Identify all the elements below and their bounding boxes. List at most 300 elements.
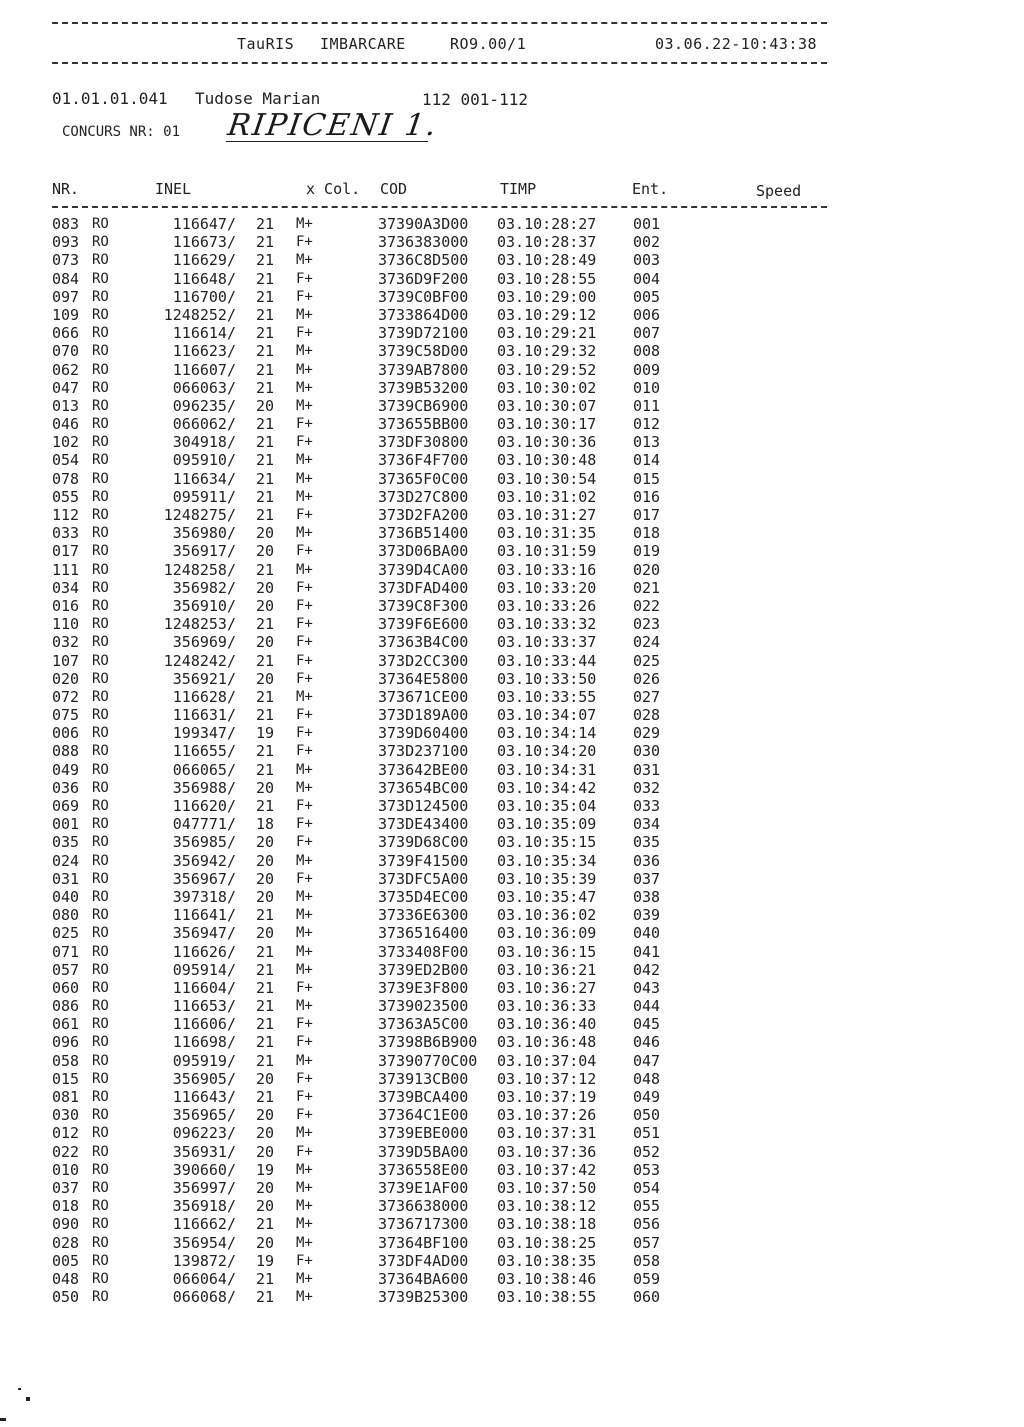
col-header-inel: INEL xyxy=(155,180,192,198)
cell-ro: RO xyxy=(92,652,109,669)
cell-nr: 031 xyxy=(52,869,80,888)
cell-ent: 035 xyxy=(633,833,661,852)
cell-col: M+ xyxy=(296,470,313,487)
cell-col: F+ xyxy=(296,652,313,669)
cell-year: 21 xyxy=(256,287,275,306)
cell-year: 20 xyxy=(256,1124,275,1143)
cell-col: F+ xyxy=(296,743,313,760)
cell-cod: 3739E1AF00 xyxy=(378,1178,469,1197)
cell-col: F+ xyxy=(296,1143,313,1160)
cell-ro: RO xyxy=(92,688,109,705)
cell-year: 21 xyxy=(256,269,275,288)
cell-inel: 304918/ xyxy=(172,433,236,452)
cell-timp: 03.10:36:21 xyxy=(497,960,597,979)
col-header-nr: NR. xyxy=(52,180,80,198)
table-row xyxy=(0,870,1024,888)
cell-ent: 030 xyxy=(633,742,661,761)
cell-cod: 373DF30800 xyxy=(378,433,469,452)
table-header-rule xyxy=(52,206,827,208)
table-row xyxy=(0,924,1024,942)
cell-inel: 116628/ xyxy=(172,687,236,706)
cell-ro: RO xyxy=(92,579,109,596)
cell-ent: 021 xyxy=(633,578,661,597)
col-header-xcol: x Col. xyxy=(306,180,361,198)
cell-inel: 356917/ xyxy=(172,542,236,561)
cell-ent: 031 xyxy=(633,760,661,779)
cell-timp: 03.10:33:32 xyxy=(497,615,597,634)
cell-cod: 3739D60400 xyxy=(378,724,469,743)
cell-timp: 03.10:35:04 xyxy=(497,797,597,815)
table-row xyxy=(0,1015,1024,1033)
cell-timp: 03.10:34:42 xyxy=(497,778,597,797)
cell-timp: 03.10:29:52 xyxy=(497,360,597,379)
cell-ent: 054 xyxy=(633,1178,661,1197)
cell-cod: 373DFC5A00 xyxy=(378,869,469,888)
cell-cod: 3739023500 xyxy=(378,997,469,1016)
cell-inel: 116626/ xyxy=(172,942,236,961)
cell-inel: 096223/ xyxy=(172,1124,236,1143)
cell-col: M+ xyxy=(296,1052,313,1069)
cell-timp: 03.10:34:20 xyxy=(497,742,597,761)
table-row xyxy=(0,597,1024,615)
cell-cod: 3739D68C00 xyxy=(378,833,469,852)
cell-ent: 028 xyxy=(633,706,661,725)
cell-nr: 084 xyxy=(52,269,80,288)
cell-ent: 012 xyxy=(633,415,661,434)
cell-ro: RO xyxy=(92,470,109,487)
cell-inel: 356954/ xyxy=(172,1233,236,1252)
cell-year: 20 xyxy=(256,596,275,615)
cell-col: F+ xyxy=(296,816,313,833)
cell-ro: RO xyxy=(92,1107,109,1124)
cell-cod: 373D2CC300 xyxy=(378,651,469,670)
cell-timp: 03.10:36:02 xyxy=(497,906,597,925)
cell-cod: 3739D72100 xyxy=(378,324,469,343)
handwritten-location: RIPICENI 1. xyxy=(225,108,441,143)
cell-inel: 066064/ xyxy=(172,1269,236,1288)
table-row xyxy=(0,1052,1024,1070)
cell-cod: 3739C8F300 xyxy=(378,596,469,615)
cell-nr: 060 xyxy=(52,978,80,997)
cell-ent: 003 xyxy=(633,251,661,270)
cell-nr: 071 xyxy=(52,942,80,961)
cell-ro: RO xyxy=(92,870,109,887)
cell-col: F+ xyxy=(296,579,313,596)
cell-timp: 03.10:34:07 xyxy=(497,706,597,725)
cell-inel: 116653/ xyxy=(172,997,236,1016)
cell-timp: 03.10:36:09 xyxy=(497,924,597,943)
cell-col: M+ xyxy=(296,1216,313,1233)
col-header-speed: Speed xyxy=(756,182,802,200)
cell-ent: 020 xyxy=(633,560,661,579)
cell-timp: 03.10:34:14 xyxy=(497,724,597,743)
cell-timp: 03.10:28:37 xyxy=(497,233,597,252)
cell-inel: 356942/ xyxy=(172,851,236,870)
cell-col: F+ xyxy=(296,325,313,342)
cell-timp: 03.10:38:46 xyxy=(497,1269,597,1288)
cell-ent: 060 xyxy=(633,1288,661,1307)
handwriting-underline xyxy=(226,141,428,142)
cell-year: 21 xyxy=(256,378,275,397)
table-row xyxy=(0,688,1024,706)
table-row xyxy=(0,270,1024,288)
table-row xyxy=(0,979,1024,997)
cell-year: 21 xyxy=(256,1051,275,1070)
cell-nr: 046 xyxy=(52,415,80,434)
cell-year: 21 xyxy=(256,251,275,270)
cell-year: 21 xyxy=(256,1015,275,1034)
cell-ro: RO xyxy=(92,306,109,323)
cell-col: F+ xyxy=(296,707,313,724)
cell-cod: 373D2FA200 xyxy=(378,506,469,524)
cell-ro: RO xyxy=(92,270,109,287)
cell-ro: RO xyxy=(92,1125,109,1142)
cell-ent: 001 xyxy=(633,215,661,233)
cell-ent: 026 xyxy=(633,669,661,688)
cell-nr: 028 xyxy=(52,1233,80,1252)
cell-nr: 033 xyxy=(52,524,80,543)
cell-cod: 3739E3F800 xyxy=(378,978,469,997)
cell-ro: RO xyxy=(92,1070,109,1087)
cell-nr: 093 xyxy=(52,233,80,252)
scan-speck xyxy=(26,1397,30,1401)
cell-year: 21 xyxy=(256,215,275,233)
cell-timp: 03.10:35:34 xyxy=(497,851,597,870)
cell-col: M+ xyxy=(296,561,313,578)
cell-ro: RO xyxy=(92,670,109,687)
cell-nr: 110 xyxy=(52,615,80,634)
cell-timp: 03.10:38:12 xyxy=(497,1197,597,1216)
cell-ent: 008 xyxy=(633,342,661,361)
cell-timp: 03.10:37:42 xyxy=(497,1160,597,1179)
cell-ro: RO xyxy=(92,1216,109,1233)
cell-ent: 011 xyxy=(633,396,661,415)
print-datetime: 03.06.22-10:43:38 xyxy=(655,35,818,53)
table-row xyxy=(0,397,1024,415)
cell-ent: 019 xyxy=(633,542,661,561)
cell-ent: 057 xyxy=(633,1233,661,1252)
program-name: TauRIS xyxy=(237,35,295,53)
cell-ent: 040 xyxy=(633,924,661,943)
cell-col: M+ xyxy=(296,488,313,505)
table-row xyxy=(0,833,1024,851)
cell-year: 19 xyxy=(256,724,275,743)
table-row xyxy=(0,906,1024,924)
cell-inel: 356980/ xyxy=(172,524,236,543)
cell-col: M+ xyxy=(296,1161,313,1178)
cell-inel: 116673/ xyxy=(172,233,236,252)
cell-cod: 3733408F00 xyxy=(378,942,469,961)
cell-timp: 03.10:30:36 xyxy=(497,433,597,452)
cell-col: F+ xyxy=(296,870,313,887)
cell-nr: 072 xyxy=(52,687,80,706)
cell-timp: 03.10:35:09 xyxy=(497,815,597,834)
cell-nr: 036 xyxy=(52,778,80,797)
cell-inel: 356931/ xyxy=(172,1142,236,1161)
cell-year: 21 xyxy=(256,233,275,252)
cell-ent: 032 xyxy=(633,778,661,797)
cell-nr: 016 xyxy=(52,596,80,615)
cell-ro: RO xyxy=(92,416,109,433)
cell-ent: 033 xyxy=(633,797,661,815)
cell-inel: 066065/ xyxy=(172,760,236,779)
cell-col: F+ xyxy=(296,670,313,687)
table-row xyxy=(0,797,1024,815)
cell-ro: RO xyxy=(92,325,109,342)
cell-timp: 03.10:29:12 xyxy=(497,305,597,324)
cell-col: M+ xyxy=(296,525,313,542)
cell-ro: RO xyxy=(92,925,109,942)
cell-ent: 017 xyxy=(633,506,661,524)
cell-ro: RO xyxy=(92,816,109,833)
cell-ent: 034 xyxy=(633,815,661,834)
cell-cod: 37398B6B900 xyxy=(378,1033,478,1052)
cell-nr: 111 xyxy=(52,560,80,579)
table-row xyxy=(0,451,1024,469)
cell-timp: 03.10:37:04 xyxy=(497,1051,597,1070)
cell-year: 21 xyxy=(256,1269,275,1288)
cell-timp: 03.10:37:31 xyxy=(497,1124,597,1143)
cell-cod: 3739F41500 xyxy=(378,851,469,870)
table-row xyxy=(0,215,1024,233)
cell-cod: 3736C8D500 xyxy=(378,251,469,270)
cell-year: 20 xyxy=(256,396,275,415)
cell-cod: 3739F6E600 xyxy=(378,615,469,634)
cell-ro: RO xyxy=(92,234,109,251)
cell-ro: RO xyxy=(92,1016,109,1033)
cell-col: M+ xyxy=(296,452,313,469)
cell-cod: 3736D9F200 xyxy=(378,269,469,288)
cell-cod: 373654BC00 xyxy=(378,778,469,797)
cell-inel: 116623/ xyxy=(172,342,236,361)
cell-ro: RO xyxy=(92,779,109,796)
cell-cod: 3739EBE000 xyxy=(378,1124,469,1143)
cell-ent: 049 xyxy=(633,1088,661,1106)
cell-ro: RO xyxy=(92,1089,109,1105)
table-row xyxy=(0,961,1024,979)
cell-nr: 069 xyxy=(52,797,80,815)
table-row xyxy=(0,288,1024,306)
table-row xyxy=(0,433,1024,451)
table-row xyxy=(0,470,1024,488)
cell-ent: 013 xyxy=(633,433,661,452)
cell-ro: RO xyxy=(92,852,109,869)
cell-timp: 03.10:30:54 xyxy=(497,469,597,488)
cell-timp: 03.10:29:32 xyxy=(497,342,597,361)
table-row xyxy=(0,1161,1024,1179)
cell-ro: RO xyxy=(92,1143,109,1160)
owner-name: Tudose Marian xyxy=(195,89,321,108)
cell-ro: RO xyxy=(92,616,109,633)
cell-ro: RO xyxy=(92,634,109,651)
cell-cod: 3736B51400 xyxy=(378,524,469,543)
cell-timp: 03.10:30:48 xyxy=(497,451,597,470)
cell-cod: 37363B4C00 xyxy=(378,633,469,652)
cell-nr: 047 xyxy=(52,378,80,397)
cell-cod: 37390A3D00 xyxy=(378,215,469,233)
cell-year: 20 xyxy=(256,669,275,688)
cell-inel: 047771/ xyxy=(172,815,236,834)
cell-timp: 03.10:37:36 xyxy=(497,1142,597,1161)
table-row xyxy=(0,233,1024,251)
cell-nr: 081 xyxy=(52,1088,80,1106)
cell-col: F+ xyxy=(296,543,313,560)
cell-inel: 066063/ xyxy=(172,378,236,397)
cell-ent: 056 xyxy=(633,1215,661,1234)
cell-ent: 050 xyxy=(633,1106,661,1125)
cell-inel: 1248275/ xyxy=(163,506,236,524)
table-row xyxy=(0,1033,1024,1051)
cell-cod: 3736638000 xyxy=(378,1197,469,1216)
cell-ro: RO xyxy=(92,1198,109,1215)
col-header-ent: Ent. xyxy=(632,180,669,198)
cell-nr: 049 xyxy=(52,760,80,779)
cell-ent: 051 xyxy=(633,1124,661,1143)
cell-nr: 097 xyxy=(52,287,80,306)
cell-inel: 356905/ xyxy=(172,1069,236,1088)
cell-nr: 013 xyxy=(52,396,80,415)
table-row xyxy=(0,506,1024,524)
cell-cod: 373D124500 xyxy=(378,797,469,815)
concurs-label: CONCURS NR: 01 xyxy=(62,124,181,140)
cell-ent: 015 xyxy=(633,469,661,488)
cell-nr: 057 xyxy=(52,960,80,979)
scan-edge-mark xyxy=(0,1418,6,1421)
cell-cod: 3735D4EC00 xyxy=(378,887,469,906)
cell-ro: RO xyxy=(92,798,109,814)
cell-year: 20 xyxy=(256,1069,275,1088)
cell-year: 18 xyxy=(256,815,275,834)
cell-inel: 116607/ xyxy=(172,360,236,379)
cell-timp: 03.10:36:27 xyxy=(497,978,597,997)
cell-cod: 3739B53200 xyxy=(378,378,469,397)
table-row xyxy=(0,379,1024,397)
cell-ent: 043 xyxy=(633,978,661,997)
cell-col: M+ xyxy=(296,361,313,378)
cell-ent: 024 xyxy=(633,633,661,652)
cell-col: M+ xyxy=(296,761,313,778)
cell-nr: 030 xyxy=(52,1106,80,1125)
cell-nr: 096 xyxy=(52,1033,80,1052)
cell-ro: RO xyxy=(92,725,109,742)
cell-inel: 116662/ xyxy=(172,1215,236,1234)
col-header-cod: COD xyxy=(380,180,408,198)
cell-nr: 090 xyxy=(52,1215,80,1234)
cell-nr: 078 xyxy=(52,469,80,488)
cell-inel: 116655/ xyxy=(172,742,236,761)
table-row xyxy=(0,1270,1024,1288)
cell-year: 21 xyxy=(256,942,275,961)
cell-year: 21 xyxy=(256,324,275,343)
cell-col: F+ xyxy=(296,416,313,433)
cell-year: 20 xyxy=(256,924,275,943)
cell-cod: 3739BCA400 xyxy=(378,1088,469,1106)
cell-cod: 3736558E00 xyxy=(378,1160,469,1179)
cell-ro: RO xyxy=(92,216,109,232)
cell-ent: 007 xyxy=(633,324,661,343)
cell-nr: 024 xyxy=(52,851,80,870)
cell-ro: RO xyxy=(92,507,109,523)
cell-cod: 37390770C00 xyxy=(378,1051,478,1070)
cell-inel: 397318/ xyxy=(172,887,236,906)
cell-timp: 03.10:33:20 xyxy=(497,578,597,597)
cell-timp: 03.10:28:49 xyxy=(497,251,597,270)
cell-inel: 356988/ xyxy=(172,778,236,797)
cell-cod: 3739B25300 xyxy=(378,1288,469,1307)
cell-year: 21 xyxy=(256,560,275,579)
table-row xyxy=(0,724,1024,742)
cell-cod: 373D27C800 xyxy=(378,487,469,506)
cell-col: M+ xyxy=(296,998,313,1015)
cell-ro: RO xyxy=(92,1161,109,1178)
cell-cod: 37336E6300 xyxy=(378,906,469,925)
cell-col: F+ xyxy=(296,234,313,251)
cell-timp: 03.10:36:15 xyxy=(497,942,597,961)
cell-nr: 061 xyxy=(52,1015,80,1034)
cell-cod: 37364BA600 xyxy=(378,1269,469,1288)
cell-year: 21 xyxy=(256,906,275,925)
cell-year: 21 xyxy=(256,615,275,634)
cell-inel: 116631/ xyxy=(172,706,236,725)
cell-timp: 03.10:31:35 xyxy=(497,524,597,543)
cell-year: 20 xyxy=(256,524,275,543)
table-row xyxy=(0,361,1024,379)
cell-ent: 048 xyxy=(633,1069,661,1088)
cell-col: F+ xyxy=(296,798,313,814)
cell-ro: RO xyxy=(92,1034,109,1051)
cell-ro: RO xyxy=(92,561,109,578)
cell-timp: 03.10:38:25 xyxy=(497,1233,597,1252)
cell-inel: 356985/ xyxy=(172,833,236,852)
cell-year: 21 xyxy=(256,305,275,324)
cell-nr: 073 xyxy=(52,251,80,270)
cell-nr: 006 xyxy=(52,724,80,743)
table-row xyxy=(0,542,1024,560)
cell-nr: 102 xyxy=(52,433,80,452)
cell-timp: 03.10:35:39 xyxy=(497,869,597,888)
cell-ro: RO xyxy=(92,707,109,724)
cell-ro: RO xyxy=(92,961,109,978)
cell-col: M+ xyxy=(296,1198,313,1215)
cell-timp: 03.10:33:55 xyxy=(497,687,597,706)
table-row xyxy=(0,1197,1024,1215)
table-row xyxy=(0,488,1024,506)
cell-timp: 03.10:30:07 xyxy=(497,396,597,415)
table-row xyxy=(0,524,1024,542)
cell-ent: 036 xyxy=(633,851,661,870)
cell-ro: RO xyxy=(92,379,109,396)
cell-inel: 356965/ xyxy=(172,1106,236,1125)
cell-ent: 029 xyxy=(633,724,661,743)
cell-nr: 054 xyxy=(52,451,80,470)
cell-year: 20 xyxy=(256,833,275,852)
cell-col: F+ xyxy=(296,288,313,305)
cell-timp: 03.10:33:37 xyxy=(497,633,597,652)
cell-year: 20 xyxy=(256,851,275,870)
cell-ro: RO xyxy=(92,288,109,305)
cell-timp: 03.10:29:21 xyxy=(497,324,597,343)
cell-cod: 3739D4CA00 xyxy=(378,560,469,579)
cell-timp: 03.10:29:00 xyxy=(497,287,597,306)
cell-col: M+ xyxy=(296,852,313,869)
cell-col: M+ xyxy=(296,216,313,232)
cell-inel: 095911/ xyxy=(172,487,236,506)
cell-col: F+ xyxy=(296,1107,313,1124)
cell-nr: 112 xyxy=(52,506,80,524)
cell-ent: 005 xyxy=(633,287,661,306)
cell-year: 21 xyxy=(256,433,275,452)
cell-cod: 3739C0BF00 xyxy=(378,287,469,306)
